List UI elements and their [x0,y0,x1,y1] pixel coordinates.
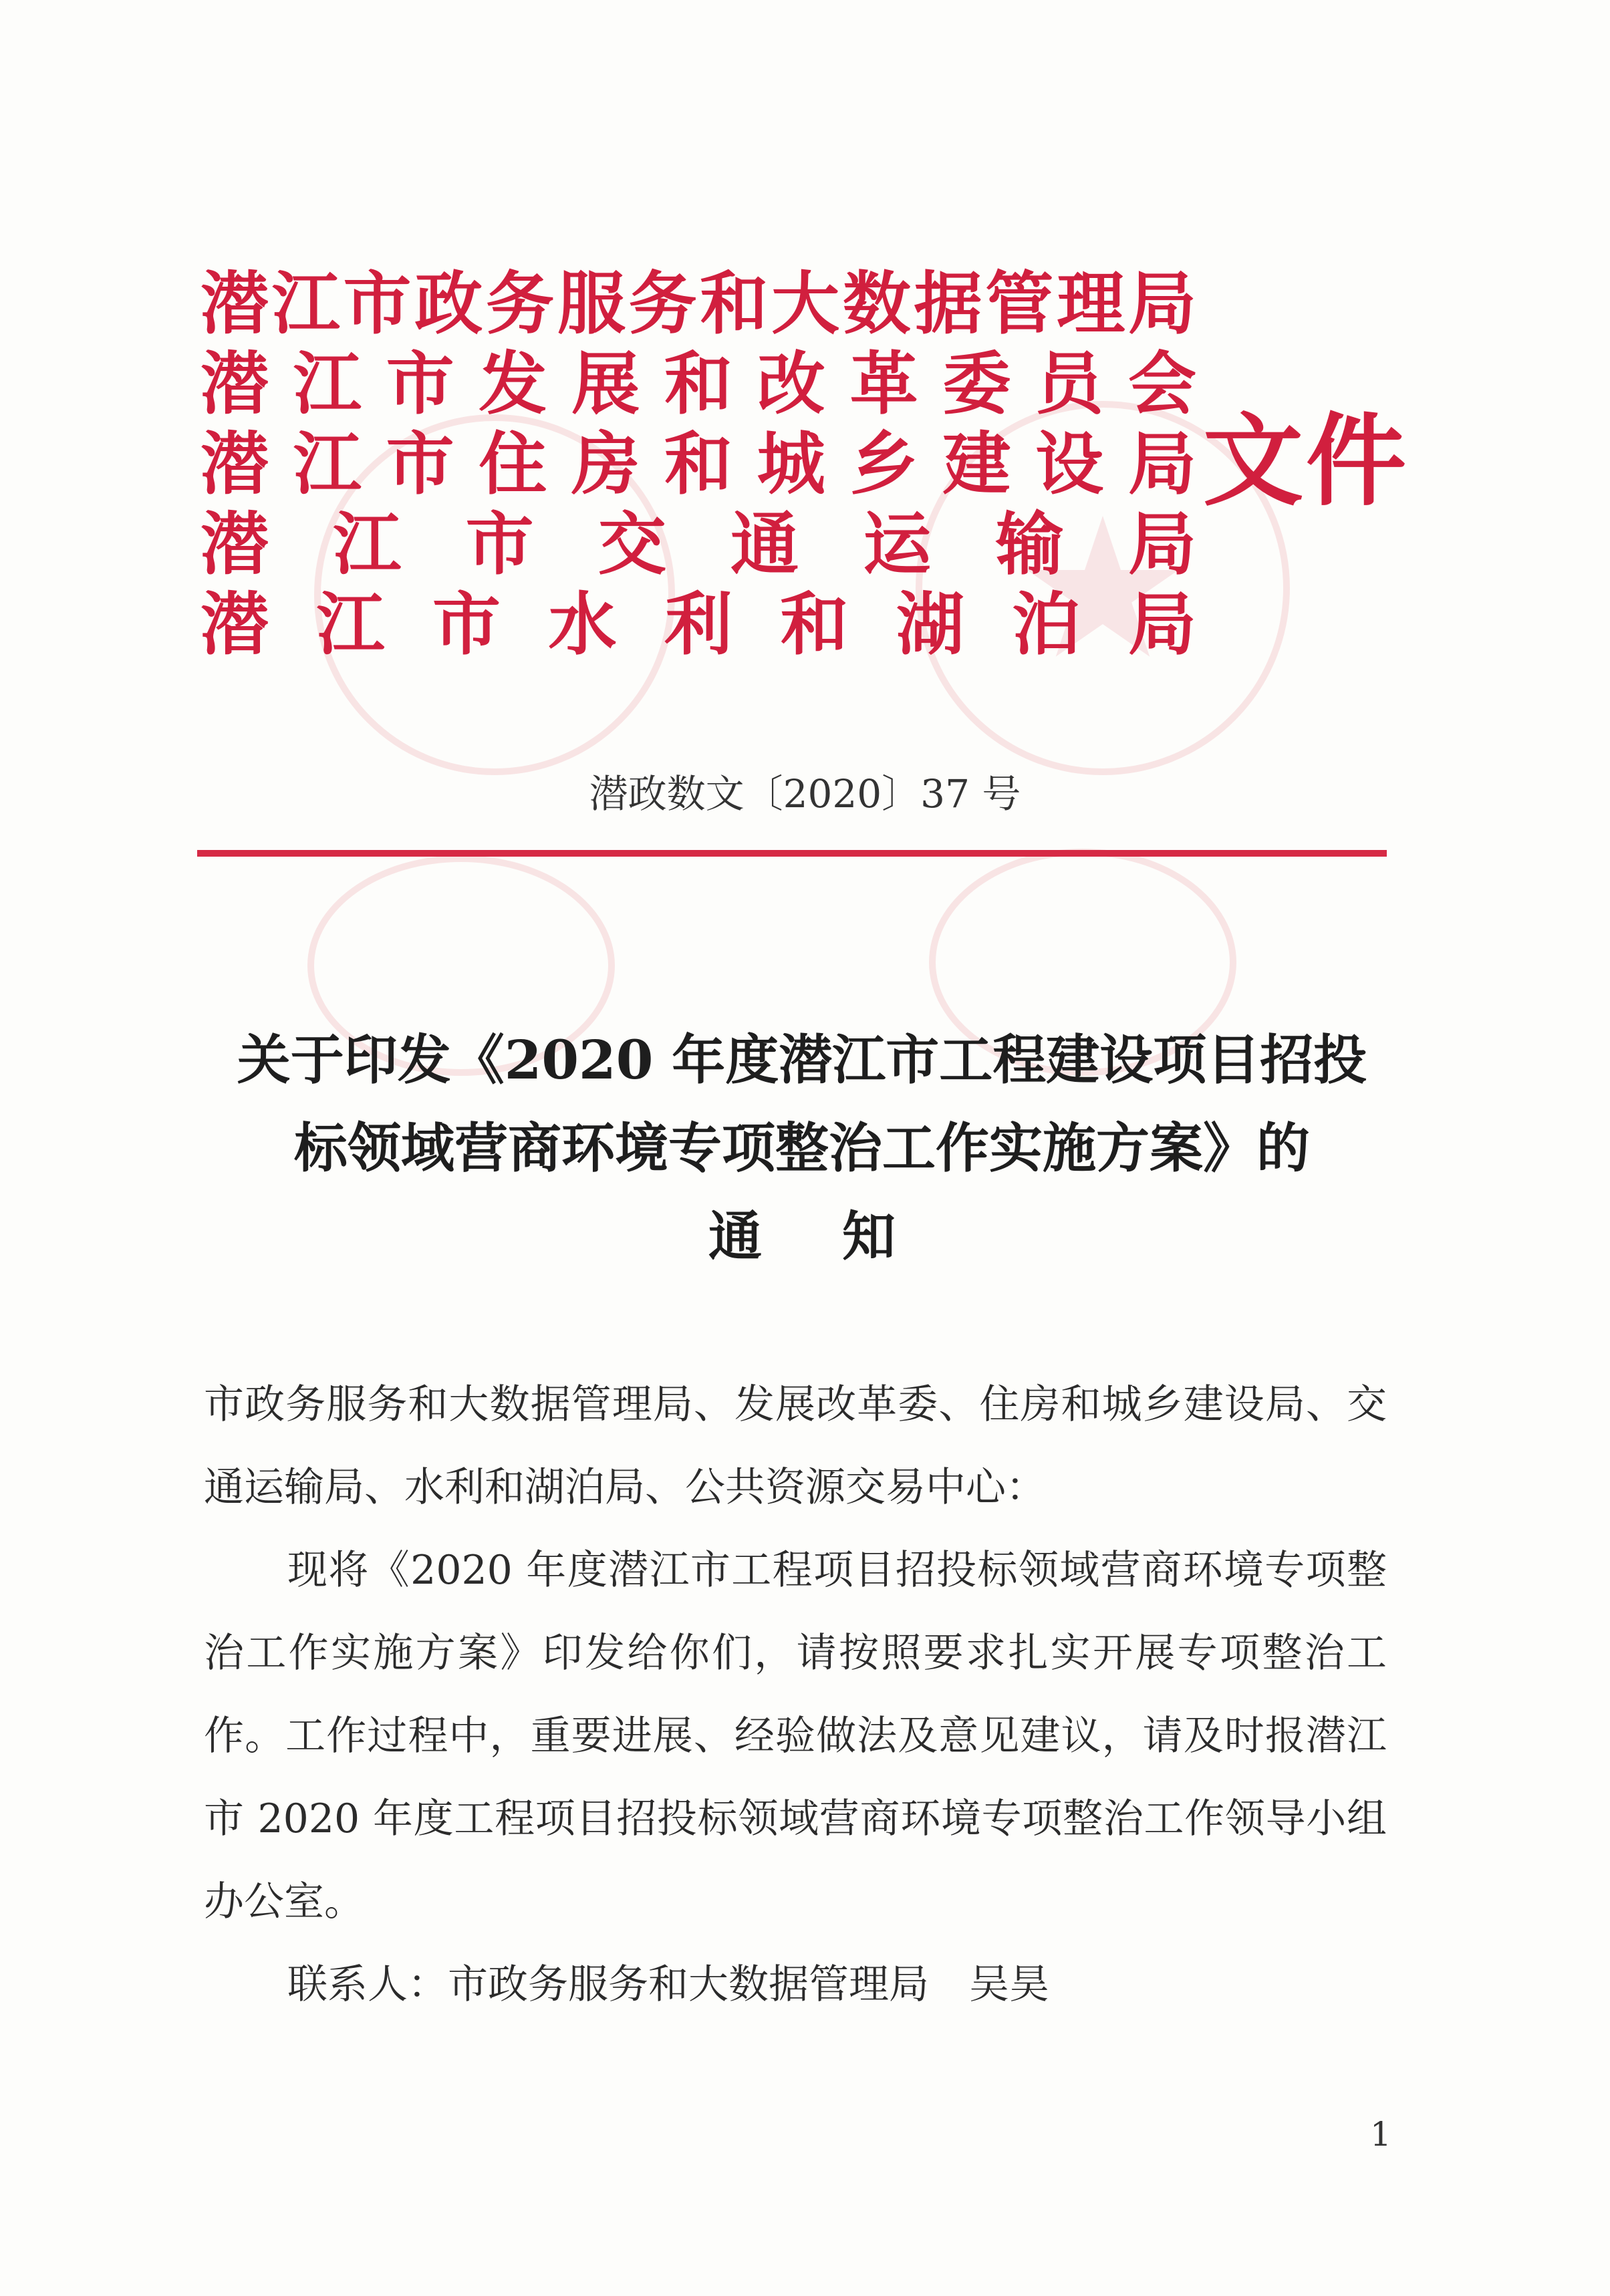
document-number: 潜政数文〔2020〕37 号 [589,771,1021,817]
issuing-agencies [200,264,1196,665]
contact-line: 联系人：市政务服务和大数据管理局 吴昊 [287,1961,1049,2008]
document-body [204,1363,1387,2026]
agency-line: 潜 江 市 水 利 和 湖 泊 局 [200,585,1196,665]
document-title [154,1016,1450,1280]
red-separator-line [197,850,1387,857]
agency-line: 潜 江 市 发 展 和 改 革 委 员 会 [200,344,1196,424]
body-paragraph: 现将《2020 年度潜江市工程项目招投标领域营商环境专项整治工作实施方案》印发给你们，请按照要求扎实开展专项整治工作。工作过程中，重要进展、经验做法及意见建议，请及时报潜江市 2020 年度工程项目招投标领域营商环境专项整治工作领导小组办公室。 [204,1547,1387,1925]
title-line-2: 标领域营商环境专项整治工作实施方案》的 [294,1117,1310,1179]
document-type-label: 文件 [1203,402,1410,520]
title-line-3: 通知 [708,1205,976,1268]
page-number: 1 [1370,2115,1391,2154]
addressees: 市政务服务和大数据管理局、发展改革委、住房和城乡建设局、交通运输局、水利和湖泊局、公共资源交易中心： [204,1381,1387,1511]
agency-line: 潜 江 市 交 通 运 输 局 [200,505,1196,585]
agency-line: 潜 江 市 政 务 服 务 和 大 数 据 管 理 局 [200,264,1196,344]
title-line-1: 关于印发《2020 年度潜江市工程建设项目招投 [237,1028,1367,1091]
agency-line: 潜 江 市 住 房 和 城 乡 建 设 局 [200,424,1196,505]
